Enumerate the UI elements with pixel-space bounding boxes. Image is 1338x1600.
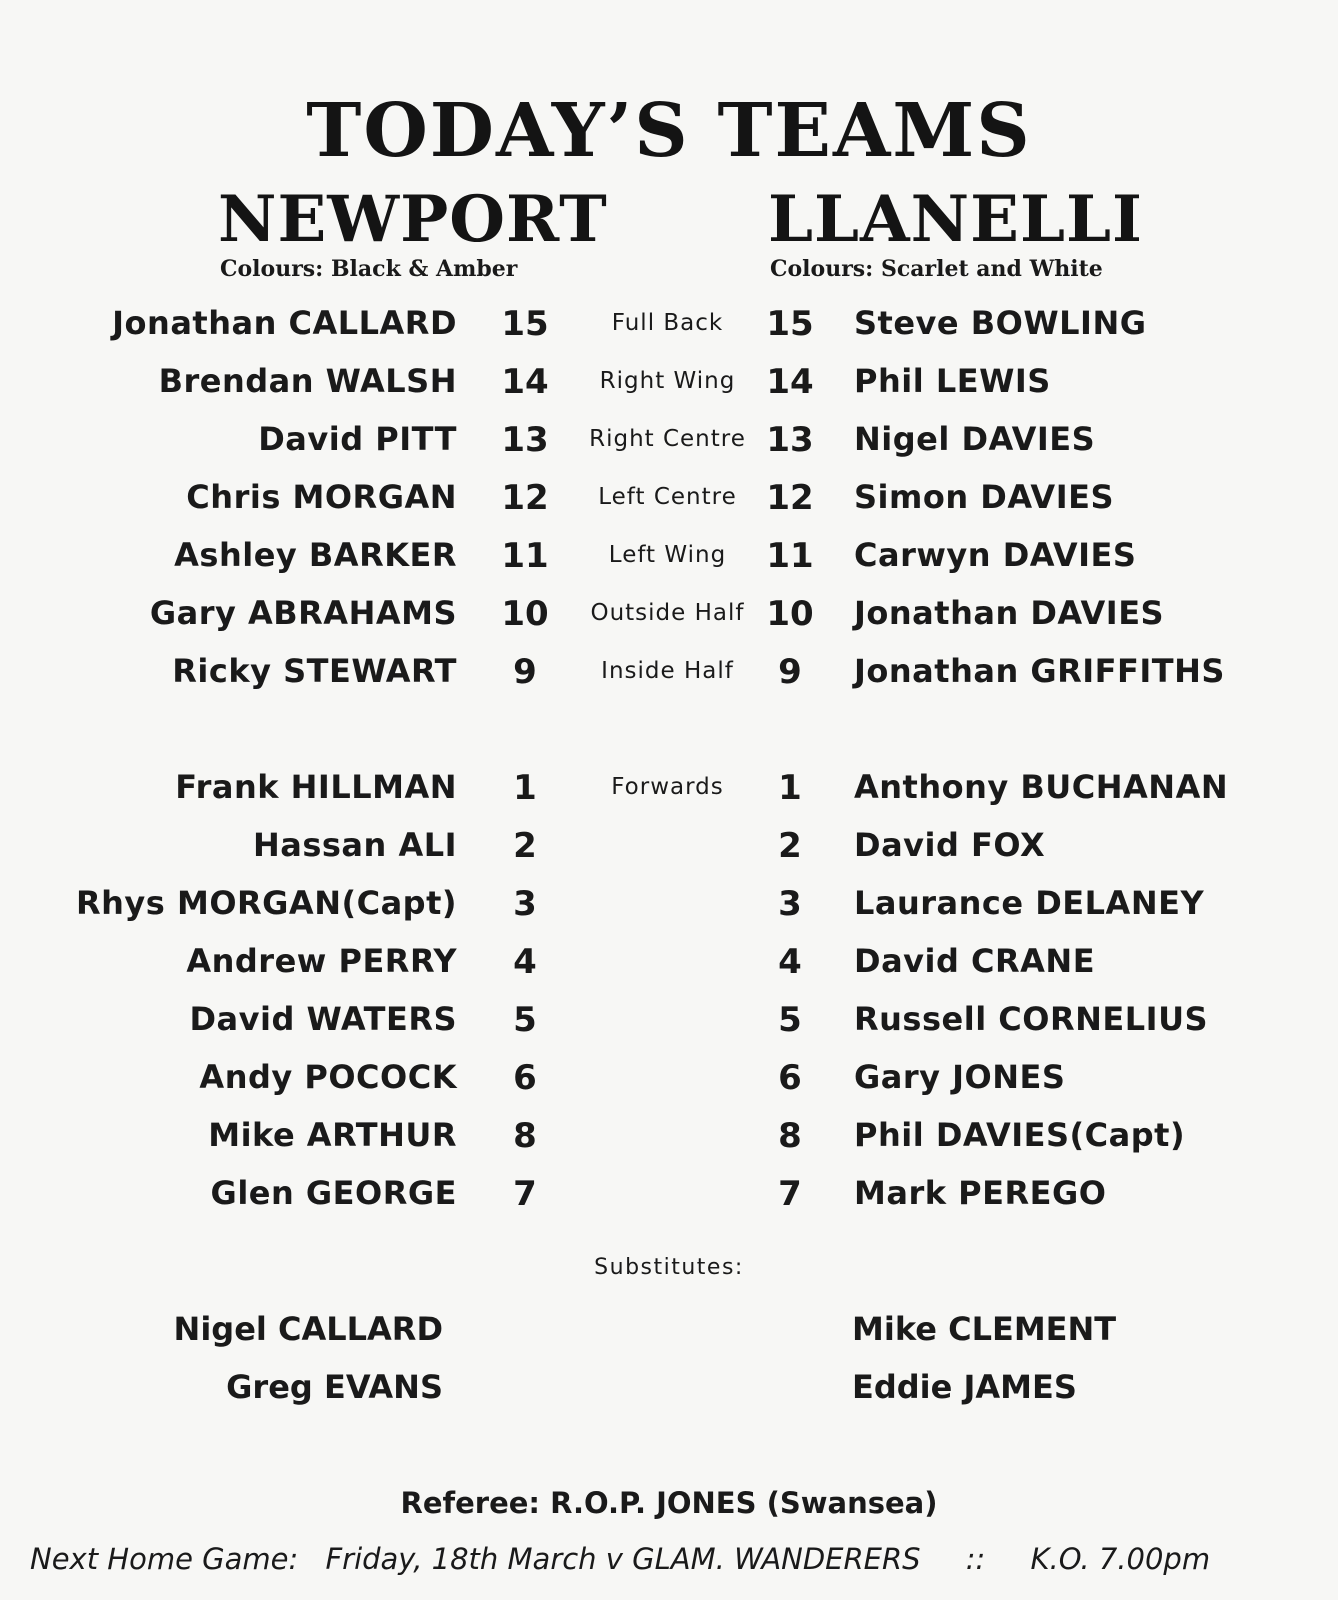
away-player-name: Carwyn DAVIES	[854, 536, 1137, 574]
position-label: Inside Half	[601, 658, 734, 684]
lineup-row	[0, 768, 1338, 808]
home-shirt-number: 12	[501, 478, 549, 518]
home-shirt-number: 11	[501, 536, 549, 576]
away-player-name: Laurance DELANEY	[854, 884, 1205, 922]
lineup-row	[0, 1174, 1338, 1214]
home-player-name: Ricky STEWART	[172, 652, 457, 690]
home-shirt-number: 2	[513, 826, 537, 866]
away-substitute: Eddie JAMES	[852, 1368, 1077, 1406]
away-shirt-number: 11	[766, 536, 814, 576]
home-substitute: Greg EVANS	[226, 1368, 443, 1406]
home-shirt-number: 9	[513, 652, 537, 692]
page-title: TODAY’S TEAMS	[306, 88, 1032, 174]
lineup-row	[0, 652, 1338, 692]
next-game-detail: Friday, 18th March v GLAM. WANDERERS	[325, 1542, 921, 1576]
home-player-name: Jonathan CALLARD	[112, 304, 457, 342]
away-colours: Colours: Scarlet and White	[770, 256, 1103, 282]
home-shirt-number: 14	[501, 362, 549, 402]
away-shirt-number: 14	[766, 362, 814, 402]
away-player-name: Gary JONES	[854, 1058, 1066, 1096]
lineup-row	[0, 1058, 1338, 1098]
home-team-name: NEWPORT	[218, 182, 608, 257]
away-shirt-number: 13	[766, 420, 814, 460]
away-shirt-number: 2	[778, 826, 802, 866]
home-player-name: Andrew PERRY	[186, 942, 457, 980]
home-shirt-number: 10	[501, 594, 549, 634]
home-substitute: Nigel CALLARD	[173, 1310, 443, 1348]
position-label: Forwards	[611, 774, 724, 800]
lineup-row	[0, 362, 1338, 402]
home-player-name: Mike ARTHUR	[208, 1116, 457, 1154]
away-shirt-number: 8	[778, 1116, 802, 1156]
home-player-name: Andy POCOCK	[199, 1058, 457, 1096]
away-shirt-number: 9	[778, 652, 802, 692]
lineup-row	[0, 1116, 1338, 1156]
home-player-name: David WATERS	[189, 1000, 457, 1038]
away-player-name: Nigel DAVIES	[854, 420, 1096, 458]
away-shirt-number: 5	[778, 1000, 802, 1040]
position-label: Full Back	[611, 310, 724, 336]
away-player-name: Phil LEWIS	[854, 362, 1051, 400]
next-home-game	[30, 1542, 1320, 1576]
lineup-row	[0, 826, 1338, 866]
away-shirt-number: 12	[766, 478, 814, 518]
away-player-name: Mark PEREGO	[854, 1174, 1107, 1212]
away-shirt-number: 7	[778, 1174, 802, 1214]
lineup-row	[0, 478, 1338, 518]
position-label: Left Centre	[598, 484, 737, 510]
away-player-name: Simon DAVIES	[854, 478, 1114, 516]
position-label: Left Wing	[608, 542, 727, 568]
away-team-name: LLANELLI	[768, 182, 1143, 257]
lineup-row	[0, 1000, 1338, 1040]
lineup-row	[0, 536, 1338, 576]
home-player-name: Rhys MORGAN(Capt)	[76, 884, 457, 922]
away-player-name: David CRANE	[854, 942, 1096, 980]
home-shirt-number: 13	[501, 420, 549, 460]
position-label: Right Centre	[589, 426, 746, 452]
home-shirt-number: 8	[513, 1116, 537, 1156]
lineup-row	[0, 304, 1338, 344]
away-player-name: Russell CORNELIUS	[854, 1000, 1209, 1038]
lineup-row	[0, 594, 1338, 634]
away-shirt-number: 6	[778, 1058, 802, 1098]
away-substitute: Mike CLEMENT	[852, 1310, 1117, 1348]
away-player-name: David FOX	[854, 826, 1046, 864]
away-player-name: Jonathan DAVIES	[854, 594, 1165, 632]
next-game-label: Next Home Game:	[30, 1542, 299, 1576]
away-shirt-number: 15	[766, 304, 814, 344]
home-player-name: David PITT	[258, 420, 457, 458]
lineup-row	[0, 420, 1338, 460]
home-player-name: Glen GEORGE	[210, 1174, 457, 1212]
home-shirt-number: 5	[513, 1000, 537, 1040]
home-shirt-number: 1	[513, 768, 537, 808]
home-player-name: Ashley BARKER	[174, 536, 457, 574]
home-shirt-number: 6	[513, 1058, 537, 1098]
away-shirt-number: 10	[766, 594, 814, 634]
away-player-name: Phil DAVIES(Capt)	[854, 1116, 1186, 1154]
away-player-name: Anthony BUCHANAN	[854, 768, 1229, 806]
away-shirt-number: 4	[778, 942, 802, 982]
lineup-row	[0, 942, 1338, 982]
away-player-name: Jonathan GRIFFITHS	[854, 652, 1225, 690]
home-player-name: Chris MORGAN	[186, 478, 457, 516]
next-game-separator: ::	[965, 1542, 986, 1576]
lineup-row	[0, 884, 1338, 924]
position-label: Outside Half	[590, 600, 745, 626]
home-colours: Colours: Black & Amber	[220, 256, 518, 282]
home-player-name: Gary ABRAHAMS	[149, 594, 457, 632]
home-player-name: Brendan WALSH	[158, 362, 457, 400]
position-label: Right Wing	[599, 368, 736, 394]
home-shirt-number: 7	[513, 1174, 537, 1214]
substitutes-label: Substitutes:	[594, 1255, 744, 1280]
next-game-kickoff: K.O. 7.00pm	[1030, 1542, 1211, 1576]
home-shirt-number: 4	[513, 942, 537, 982]
home-player-name: Frank HILLMAN	[175, 768, 457, 806]
away-player-name: Steve BOWLING	[854, 304, 1147, 342]
home-shirt-number: 3	[513, 884, 537, 924]
home-shirt-number: 15	[501, 304, 549, 344]
referee-line: Referee: R.O.P. JONES (Swansea)	[400, 1486, 938, 1520]
home-player-name: Hassan ALI	[252, 826, 457, 864]
away-shirt-number: 3	[778, 884, 802, 924]
away-shirt-number: 1	[778, 768, 802, 808]
